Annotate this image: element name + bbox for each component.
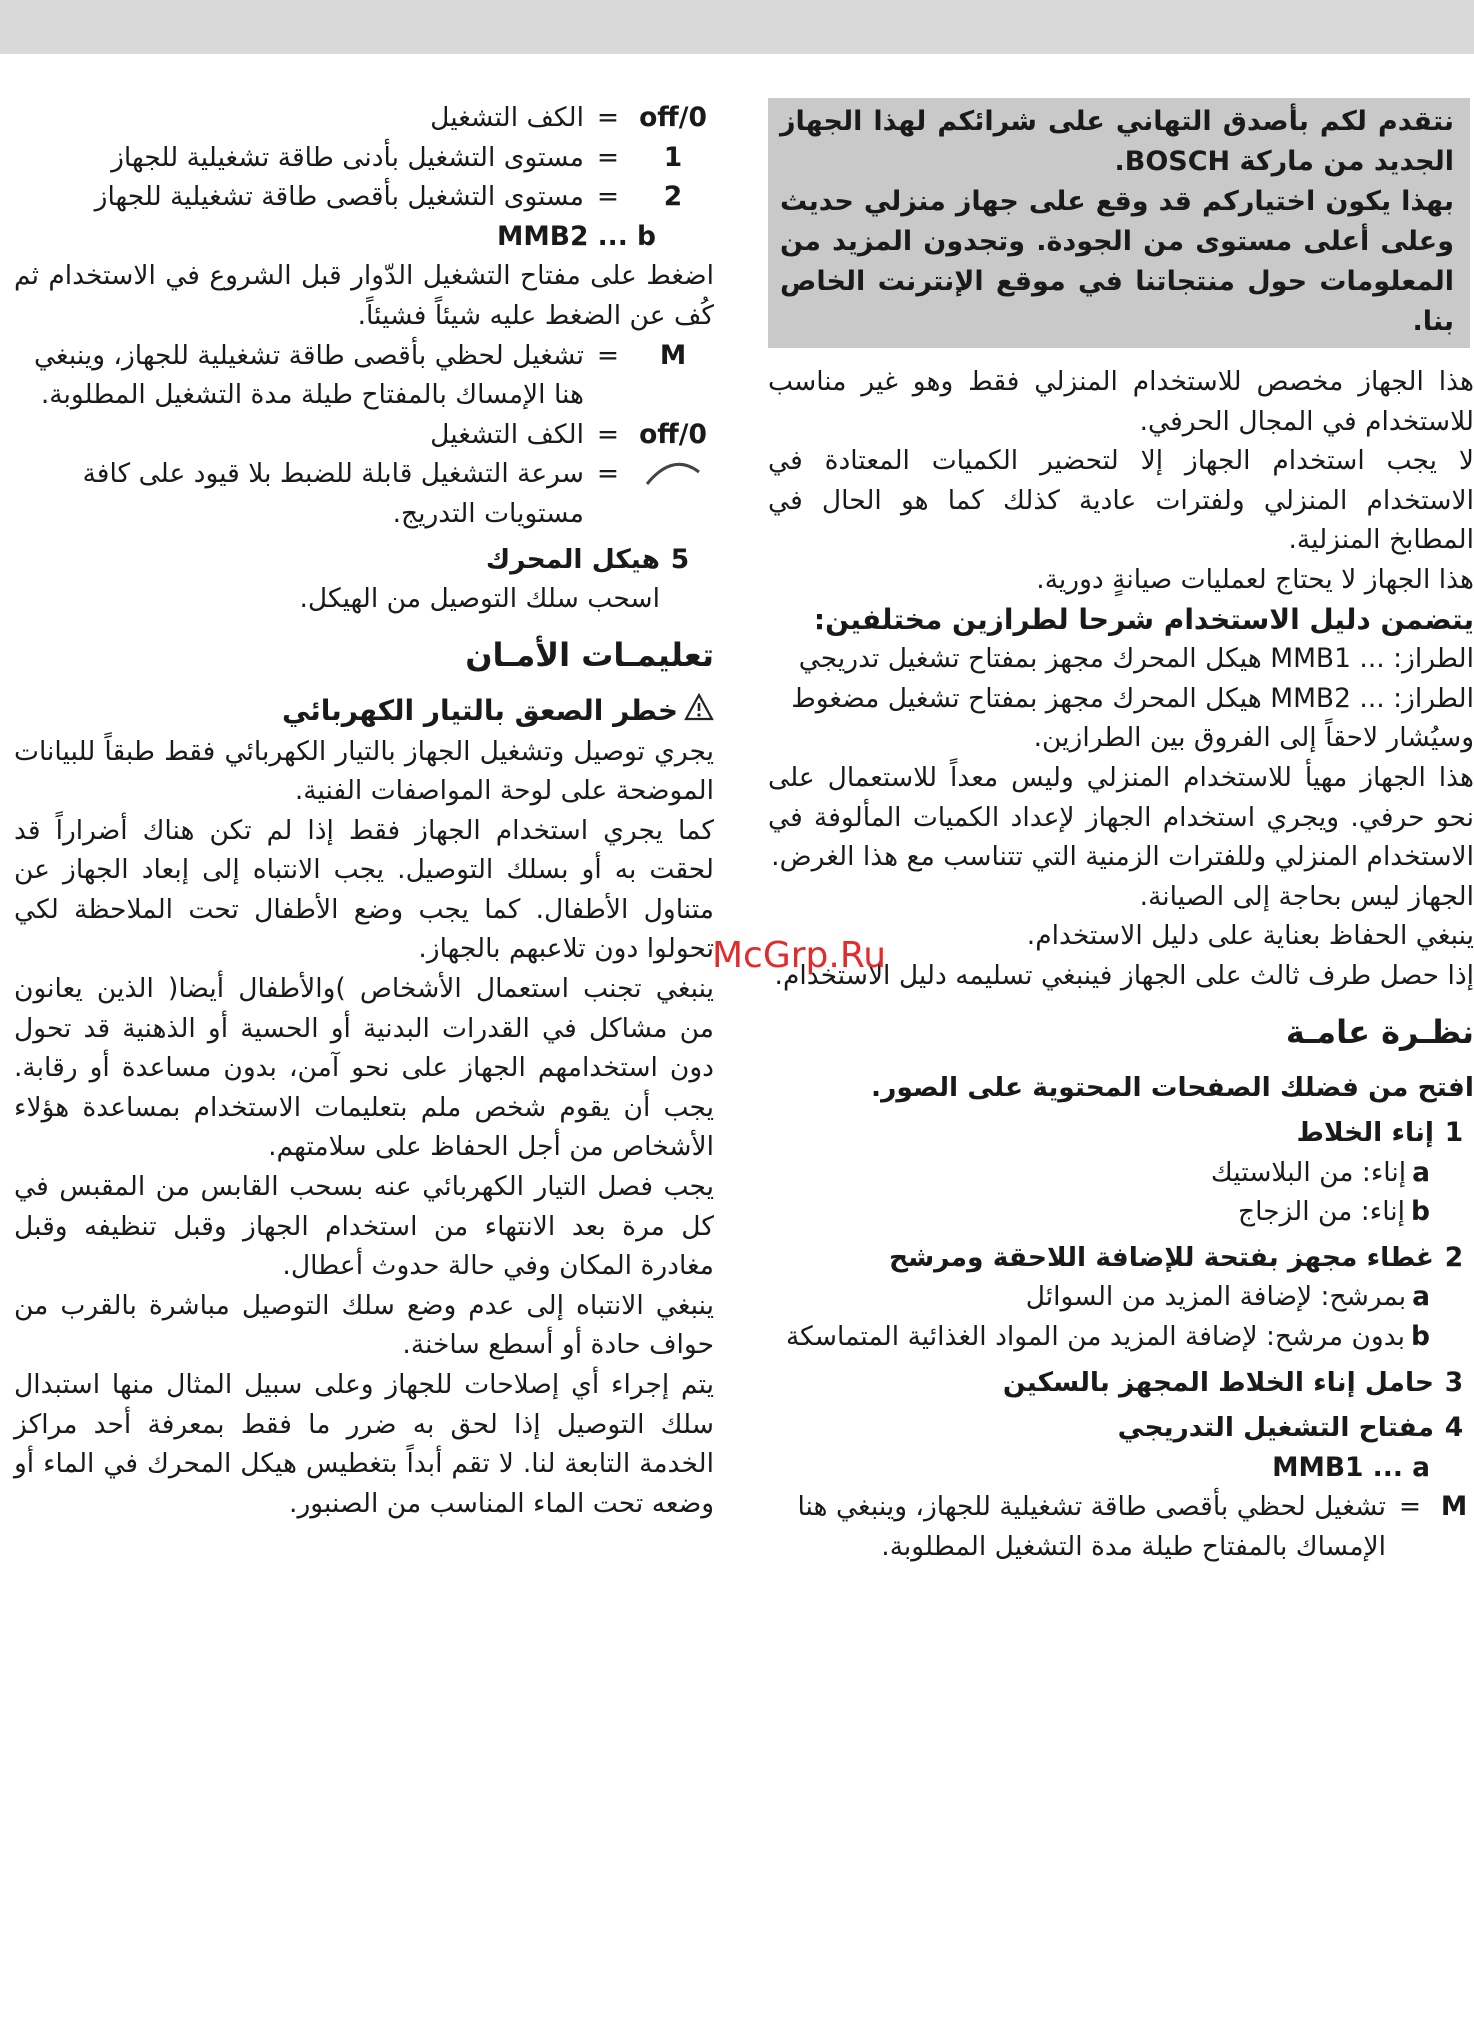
item-2b [768,1317,1474,1357]
usage2-para-4: ينبغي الحفاظ بعناية على دليل الاستخدام. [1026,920,1474,952]
usage-para-1: هذا الجهاز مخصص للاستخدام المنزلي فقط وهو غير مناسب للاستخدام في المجال الحرفي. [768,366,1474,437]
mmb1-label-row [768,1448,1474,1488]
sub-key: a [1412,1281,1430,1313]
intro-line-2: بهذا يكون اختياركم قد وقع على جهاز منزلي حديث وعلى أعلى مستوى من الجودة. وتجدون المزيد من المعلومات حول منتجاتنا في موقع الإنترنت الخاص بنا. [780,186,1454,337]
option-key: 1 [663,141,683,173]
dial-icon [632,454,714,500]
item-1b [768,1192,1474,1232]
safety-subtitle-row [14,691,714,732]
sub-key: b [1411,1321,1430,1353]
option-text: تشغيل لحظي بأقصى طاقة تشغيلية للجهاز، وينبغي هنا الإمساك بالمفتاح طيلة مدة التشغيل المطلوبة. [797,1491,1386,1563]
usage2-para-5: إذا حصل طرف ثالث على الجهاز فينبغي تسليمه دليل الاستخدام. [774,959,1474,991]
item-title: حامل إناء الخلاط المجهز بالسكين [1002,1366,1434,1398]
option-key: 2 [663,181,683,213]
sub-key: b [1411,1196,1430,1228]
mmb2-m-row [14,336,714,415]
warning-icon [684,692,714,732]
overview-lead: افتح من فضلك الصفحات المحتوية على الصور. [871,1071,1474,1103]
option-eq: = [596,418,620,450]
overview-item-2 [768,1238,1474,1278]
item-2a [768,1277,1474,1317]
option-text: سرعة التشغيل قابلة للضبط بلا قيود على كافة مستويات التدريج. [82,458,584,529]
sub-text: إناء: من البلاستيك [1210,1156,1407,1188]
sub-text: إناء: من الزجاج [1237,1196,1406,1228]
item-number: 5 [670,543,690,575]
off-row [14,98,714,138]
item-title: إناء الخلاط [1296,1117,1434,1149]
option-eq: = [596,102,620,133]
dial-row [14,454,714,533]
option-eq: = [596,141,620,173]
item-number: 2 [1444,1241,1464,1273]
sub-text: بمرشح: لإضافة المزيد من السوائل [1025,1281,1407,1313]
right-column [768,98,1474,1567]
safety-para-1: يجري توصيل وتشغيل الجهاز بالتيار الكهربائي فقط طبقاً للبيانات الموضحة على لوحة المواصفات الفنية. [14,735,714,807]
level-2-row [14,177,714,217]
model-2: الطراز: ... MMB2 هيكل المحرك مجهز بمفتاح تشغيل مضغوط [791,682,1474,714]
item-5-text: اسحب سلك التوصيل من الهيكل. [299,583,660,615]
safety-para-2: كما يجري استخدام الجهاز فقط إذا لم تكن هناك أضراراً قد لحقت به أو بسلك التوصيل. يجب الانتباه إلى إبعاد الجهاز عن متناول الأطفال. كما يجب وضع الأطفال تحت الملاحظة لكي تحولوا دون تلاعبهم بالجهاز. [14,814,714,965]
item-1a [768,1153,1474,1193]
usage2-para-2: هذا الجهاز مهيأ للاستخدام المنزلي وليس معداً للاستعمال على نحو حرفي. ويجري استخدام الجهاز لإعداد الكميات المألوفة في الاستخدام المنزلي وللفترات الزمنية التي تتناسب مع هذا الغرض. [768,761,1474,873]
level-1-row [14,138,714,178]
option-key: off/0 [639,102,707,133]
option-eq: = [1398,1491,1422,1523]
sub-text: بدون مرشح: لإضافة المزيد من المواد الغذائية المتماسكة [785,1321,1406,1353]
overview-item-5 [14,540,714,580]
safety-para-5: ينبغي الانتباه إلى عدم وضع سلك التوصيل مباشرة بالقرب من حواف حادة أو أسطع ساخنة. [14,1289,714,1361]
mmb2-text: اضغط على مفتاح التشغيل الدّوار قبل الشروع في الاستخدام ثم كُف عن الضغط عليه شيئاً فشيئاً. [14,260,714,331]
sub-key: a [1412,1156,1430,1188]
model-1: الطراز: ... MMB1 هيكل المحرك مجهز بمفتاح تشغيل تدريجي [798,643,1474,675]
option-key: M [659,339,687,371]
safety-subtitle: خطر الصعق بالتيار الكهربائي [281,693,678,727]
watermark: McGrp.Ru [712,935,887,976]
option-text: الكف التشغيل [430,418,584,450]
item-title: مفتاح التشغيل التدريجي [1117,1412,1434,1444]
safety-para-6: يتم إجراء أي إصلاحات للجهاز وعلى سبيل المثال منها استبدال سلك التوصيل إذا لحق به ضرر ما فقط بمعرفة أحد مراكز الخدمة التابعة لنا. لا تقم أبداً بتغطيس هيكل المحرك في الماء أو وضعه تحت الماء المناسب من الصنبور. [14,1369,714,1519]
models-heading: يتضمن دليل الاستخدام شرحا لطرازين مختلفين: [813,602,1474,636]
usage-para-3: هذا الجهاز لا يحتاج لعمليات صيانةٍ دورية. [1036,563,1474,595]
option-key: off/0 [639,418,707,450]
mmb1-label: MMB1 ... a [1272,1451,1430,1483]
overview-title: نظـرة عامـة [1285,1012,1474,1051]
left-column [14,98,714,1523]
option-text: مستوى التشغيل بأقصى طاقة تشغيلية للجهاز [94,181,584,213]
safety-para-3: ينبغي تجنب استعمال الأشخاص )والأطفال أيضا( الذين يعانون من مشاكل في القدرات البدنية أو الحسية أو الذهنية قد تحول دون استخدامهم الجهاز على نحو آمن، بدون مساعدة أو رقابة. يجب أن يقوم شخص ملم بتعليمات الاستخدام بمساعدة هؤلاء الأشخاص من أجل الحفاظ على سلامتهم. [14,973,714,1163]
item-title: غطاء مجهز بفتحة للإضافة اللاحقة ومرشح [888,1241,1434,1273]
option-eq: = [596,339,620,371]
overview-item-3 [768,1363,1474,1403]
mmb1-m-row [768,1487,1474,1566]
usage2-para-1: وسيُشار لاحقاً إلى الفروق بين الطرازين. [1033,722,1474,754]
overview-item-4 [768,1408,1474,1448]
option-eq: = [596,458,620,490]
intro-line-1: نتقدم لكم بأصدق التهاني على شرائكم لهذا الجهاز الجديد من ماركة BOSCH. [780,106,1454,177]
option-key: M [1440,1491,1468,1523]
usage2-para-3: الجهاز ليس بحاجة إلى الصيانة. [1139,880,1474,912]
item-number: 1 [1444,1117,1464,1149]
safety-para-4: يجب فصل التيار الكهربائي عنه بسحب القابس من المقبس في كل مرة بعد الانتهاء من استخدام الجهاز وقبل تنظيفه وقبل مغادرة المكان وفي حالة حدوث أعطال. [14,1171,714,1282]
item-number: 4 [1444,1412,1464,1444]
off2-row [14,415,714,455]
option-text: مستوى التشغيل بأدنى طاقة تشغيلية للجهاز [111,141,584,173]
mmb2-label: MMB2 ... b [497,220,656,252]
mmb2-label-row [14,217,714,257]
safety-title: تعليمـات الأمـان [465,635,714,674]
option-eq: = [596,181,620,213]
option-text: تشغيل لحظي بأقصى طاقة تشغيلية للجهاز، وينبغي هنا الإمساك بالمفتاح طيلة مدة التشغيل المطلوبة. [33,339,584,411]
top-bar [0,0,1474,54]
option-text: الكف التشغيل [430,102,584,133]
intro-box [768,98,1470,348]
overview-item-1 [768,1113,1474,1153]
item-title: هيكل المحرك [485,543,660,575]
item-number: 3 [1444,1366,1464,1398]
usage-para-2: لا يجب استخدام الجهاز إلا لتحضير الكميات المعتادة في الاستخدام المنزلي ولفترات عادية كذلك كما هو الحال في المطابخ المنزلية. [768,445,1474,556]
